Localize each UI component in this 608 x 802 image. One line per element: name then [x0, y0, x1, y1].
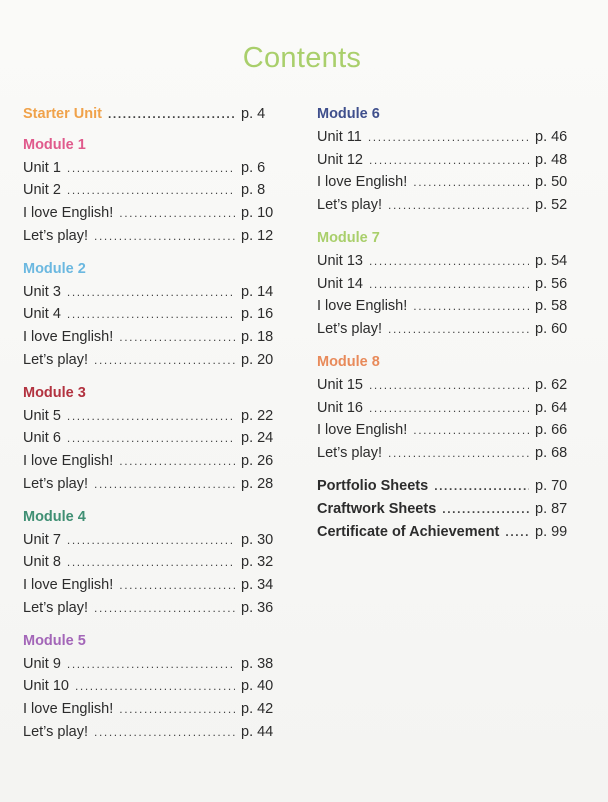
toc-page-number: p. 56 [535, 275, 568, 292]
leader-dots [369, 250, 529, 273]
module-4-section [23, 506, 283, 620]
extras-section [317, 475, 577, 543]
leader-dots [413, 295, 529, 318]
toc-page-number: p. 64 [535, 399, 568, 416]
module-heading: Module 1 [23, 136, 86, 153]
toc-page-number: p. 36 [241, 599, 274, 616]
toc-row-starter[interactable] [23, 103, 283, 126]
leader-dots [369, 397, 529, 420]
toc-label: Certificate of Achievement [317, 523, 500, 540]
leader-dots [388, 318, 529, 341]
toc-page-number: p. 28 [241, 475, 274, 492]
toc-row[interactable] [317, 295, 577, 318]
toc-label: Unit 12 [317, 151, 363, 168]
module-heading: Module 8 [317, 353, 380, 370]
module-heading: Module 4 [23, 508, 86, 525]
toc-row[interactable] [23, 574, 283, 597]
toc-page-number: p. 24 [241, 430, 274, 447]
toc-label: Portfolio Sheets [317, 477, 429, 494]
toc-page-number: p. 99 [535, 523, 568, 540]
toc-label: Let’s play! [23, 351, 89, 368]
leader-dots [94, 225, 235, 248]
toc-label: Unit 15 [317, 376, 363, 393]
toc-label: Unit 9 [23, 655, 61, 672]
toc-page-number: p. 54 [535, 252, 568, 269]
leader-dots [67, 405, 235, 428]
leader-dots [369, 273, 529, 296]
leader-dots [67, 529, 235, 552]
toc-page-number: p. 22 [241, 407, 274, 424]
toc-row-portfolio[interactable] [317, 475, 577, 498]
leader-dots [119, 574, 235, 597]
toc-row[interactable] [317, 273, 577, 296]
toc-page-number: p. 14 [241, 283, 274, 300]
module-heading: Module 6 [317, 106, 380, 122]
toc-label: Let’s play! [317, 197, 383, 214]
toc-label: Unit 10 [23, 678, 69, 695]
toc-page-number: p. 62 [535, 376, 568, 393]
toc-row[interactable] [317, 397, 577, 420]
toc-row[interactable] [317, 419, 577, 442]
toc-row[interactable] [23, 349, 283, 372]
toc-label: I love English! [23, 577, 114, 594]
toc-page-number: p. 52 [535, 197, 568, 214]
toc-row[interactable] [23, 597, 283, 620]
toc-page-number: p. 50 [535, 174, 568, 191]
toc-label: Unit 3 [23, 283, 61, 300]
toc-label: Unit 11 [317, 128, 362, 145]
toc-page-number: p. 16 [241, 306, 274, 323]
toc-row[interactable] [23, 326, 283, 349]
toc-label: Unit 7 [23, 531, 61, 548]
toc-row[interactable] [23, 281, 283, 304]
toc-page-number: p. 12 [241, 227, 274, 244]
leader-dots [388, 194, 529, 217]
toc-row[interactable] [23, 405, 283, 428]
leader-dots [413, 419, 529, 442]
toc-label: Unit 8 [23, 554, 61, 571]
module-6-section [317, 103, 577, 217]
toc-label: Unit 13 [317, 252, 363, 269]
toc-label: Let’s play! [23, 599, 89, 616]
toc-row[interactable] [23, 551, 283, 574]
toc-page-number: p. 34 [241, 577, 274, 594]
leader-dots [505, 521, 529, 544]
toc-row[interactable] [23, 202, 283, 225]
leader-dots [388, 442, 529, 465]
toc-page-number: p. 68 [535, 445, 568, 462]
toc-row[interactable] [317, 374, 577, 397]
toc-label: Let’s play! [23, 723, 89, 740]
toc-label: I love English! [23, 329, 114, 346]
toc-row[interactable] [23, 721, 283, 744]
toc-label: Unit 14 [317, 275, 363, 292]
leader-dots [108, 103, 235, 126]
toc-page-number: p. 46 [535, 128, 568, 145]
toc-page-number: p. 48 [535, 151, 568, 168]
toc-page-number: p. 38 [241, 655, 274, 672]
toc-row[interactable] [23, 303, 283, 326]
leader-dots [67, 281, 235, 304]
leader-dots [94, 349, 235, 372]
toc-row[interactable] [317, 149, 577, 172]
toc-label: I love English! [317, 422, 408, 439]
toc-page-number: p. 30 [241, 531, 274, 548]
toc-row[interactable] [317, 171, 577, 194]
leader-dots [67, 303, 235, 326]
toc-label: I love English! [317, 174, 408, 191]
toc-row[interactable] [23, 473, 283, 496]
toc-page-number: p. 60 [535, 321, 568, 338]
leader-dots [119, 698, 235, 721]
toc-page-number: p. 20 [241, 351, 274, 368]
module-8-section [317, 351, 577, 465]
module-5-section [23, 630, 283, 744]
toc-row[interactable] [317, 194, 577, 217]
module-heading: Module 3 [23, 384, 86, 401]
toc-label: Let’s play! [317, 321, 383, 338]
toc-label: I love English! [317, 298, 408, 315]
toc-label: Unit 2 [23, 182, 61, 199]
toc-row[interactable] [23, 675, 283, 698]
toc-row[interactable] [317, 126, 577, 149]
toc-row[interactable] [23, 157, 283, 180]
toc-label: Let’s play! [23, 227, 89, 244]
toc-label: Let’s play! [23, 475, 89, 492]
right-column [317, 103, 577, 553]
toc-label: Starter Unit [23, 106, 102, 122]
toc-row[interactable] [23, 225, 283, 248]
leader-dots [67, 179, 235, 202]
leader-dots [442, 498, 529, 521]
left-column [23, 103, 283, 754]
toc-page-number: p. 44 [241, 723, 274, 740]
module-1-section [23, 134, 283, 248]
toc-row[interactable] [23, 450, 283, 473]
leader-dots [434, 475, 529, 498]
leader-dots [75, 675, 235, 698]
leader-dots [119, 202, 235, 225]
toc-row[interactable] [317, 318, 577, 341]
toc-page-number: p. 70 [535, 477, 568, 494]
leader-dots [67, 157, 235, 180]
leader-dots [119, 326, 235, 349]
toc-label: Craftwork Sheets [317, 500, 437, 517]
toc-row[interactable] [23, 698, 283, 721]
toc-label: I love English! [23, 701, 114, 718]
toc-row[interactable] [317, 442, 577, 465]
toc-page-number: p. 32 [241, 554, 274, 571]
leader-dots [94, 597, 235, 620]
toc-row-certificate[interactable] [317, 521, 577, 544]
toc-row[interactable] [23, 427, 283, 450]
module-7-section [317, 227, 577, 341]
module-heading: Module 5 [23, 632, 86, 649]
leader-dots [94, 721, 235, 744]
leader-dots [67, 427, 235, 450]
page-title: Contents [242, 42, 362, 74]
toc-row[interactable] [317, 250, 577, 273]
leader-dots [94, 473, 235, 496]
toc-page-number: p. 6 [241, 159, 266, 176]
leader-dots [67, 653, 235, 676]
toc-row-craftwork[interactable] [317, 498, 577, 521]
toc-label: Unit 4 [23, 306, 61, 323]
leader-dots [369, 149, 529, 172]
leader-dots [368, 126, 529, 149]
toc-label: Unit 5 [23, 407, 61, 424]
toc-label: Unit 6 [23, 430, 61, 447]
toc-label: Unit 16 [317, 399, 363, 416]
module-3-section [23, 382, 283, 496]
toc-row[interactable] [23, 179, 283, 202]
module-2-section [23, 258, 283, 372]
toc-page-number: p. 18 [241, 329, 274, 346]
toc-row[interactable] [23, 653, 283, 676]
toc-page-number: p. 10 [241, 205, 274, 222]
leader-dots [67, 551, 235, 574]
toc-page-number: p. 42 [241, 701, 274, 718]
toc-label: Unit 1 [23, 159, 61, 176]
leader-dots [369, 374, 529, 397]
toc-page-number: p. 66 [535, 422, 568, 439]
module-heading: Module 2 [23, 260, 86, 277]
starter-section [23, 103, 283, 126]
toc-page-number: p. 26 [241, 453, 274, 470]
toc-page-number: p. 58 [535, 298, 568, 315]
toc-label: I love English! [23, 453, 114, 470]
toc-row[interactable] [23, 529, 283, 552]
toc-page-number: p. 87 [535, 500, 568, 517]
toc-label: Let’s play! [317, 445, 383, 462]
toc-page-number: p. 40 [241, 678, 274, 695]
leader-dots [413, 171, 529, 194]
toc-page-number: p. 8 [241, 182, 266, 199]
toc-label: I love English! [23, 205, 114, 222]
module-heading: Module 7 [317, 229, 380, 246]
leader-dots [119, 450, 235, 473]
toc-page-number: p. 4 [241, 106, 266, 122]
